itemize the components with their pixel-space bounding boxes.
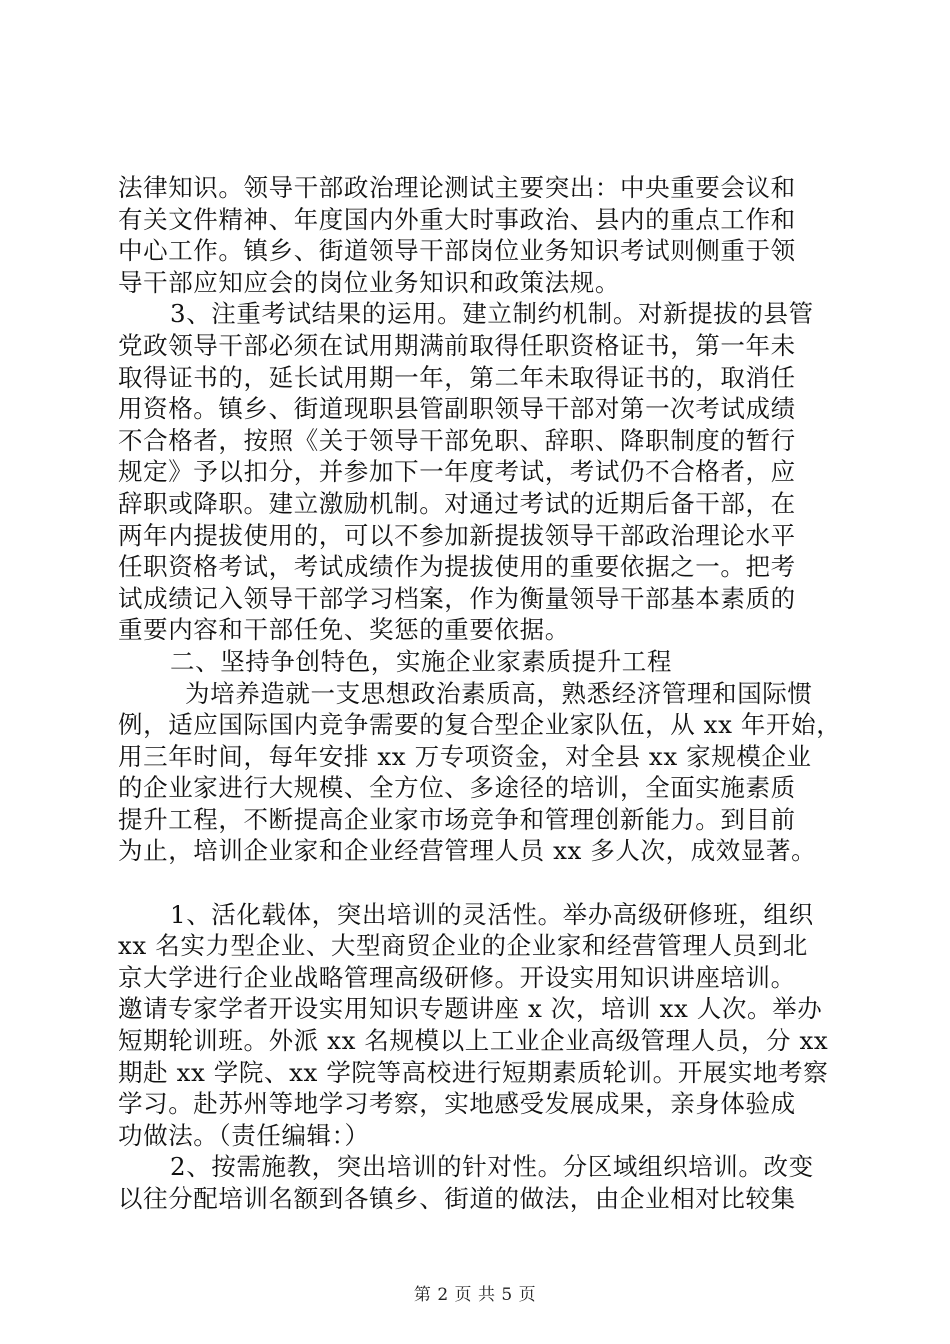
text-line: 以往分配培训名额到各镇乡、街道的做法，由企业相对比较集 [118,1184,796,1213]
text-line: 不合格者，按照《关于领导干部免职、辞职、降职制度的暂行 [118,425,796,455]
text-line: 期赴 xx 学院、xx 学院等高校进行短期素质轮训。开展实地考察 [118,1057,829,1087]
text-line: 提升工程，不断提高企业家市场竞争和管理创新能力。到目前 [118,804,796,834]
text-line: 功做法。（责任编辑：） [118,1120,370,1150]
text-line: 试成绩记入领导干部学习档案，作为衡量领导干部基本素质的 [118,583,796,613]
text-line: 为止，培训企业家和企业经营管理人员 xx 多人次，成效显著。 [118,836,817,866]
text-line: 京大学进行企业战略管理高级研修。开设实用知识讲座培训。 [118,962,796,992]
document-body [118,172,842,1215]
text-line: 法律知识。领导干部政治理论测试主要突出：中央重要会议和 [118,173,796,202]
text-line: 党政领导干部必须在试用期满前取得任职资格证书，第一年未 [118,330,796,360]
text-line: 3、注重考试结果的运用。建立制约机制。对新提拔的县管 [170,299,814,329]
text-line: 导干部应知应会的岗位业务知识和政策法规。 [118,267,620,297]
text-line: 有关文件精神、年度国内外重大时事政治、县内的重点工作和 [118,204,796,234]
text-line: 两年内提拔使用的，可以不参加新提拔领导干部政治理论水平 [118,520,796,550]
text-line: 中心工作。镇乡、街道领导干部岗位业务知识考试则侧重于领 [118,236,796,266]
text-line: 取得证书的，延长试用期一年，第二年未取得证书的，取消任 [118,362,796,392]
text-line: 短期轮训班。外派 xx 名规模以上工业企业高级管理人员，分 xx [118,1026,829,1056]
text-line: 任职资格考试，考试成绩作为提拔使用的重要依据之一。把考 [118,552,796,582]
text-line: 为培养造就一支思想政治素质高，熟悉经济管理和国际惯 [185,678,813,708]
text-line: 用三年时间，每年安排 xx 万专项资金，对全县 xx 家规模企业 [118,741,812,771]
page-footer: 第 2 页 共 5 页 [413,1285,537,1305]
text-line: 例，适应国际国内竞争需要的复合型企业家队伍，从 xx 年开始， [118,710,842,740]
text-line: 辞职或降职。建立激励机制。对通过考试的近期后备干部，在 [118,488,796,518]
text-line: 二、坚持争创特色，实施企业家素质提升工程 [170,646,672,676]
text-line: xx 名实力型企业、大型商贸企业的企业家和经营管理人员到北 [118,931,808,961]
text-line: 1、活化载体，突出培训的灵活性。举办高级研修班，组织 [170,899,814,929]
text-line: 2、按需施教，突出培训的针对性。分区域组织培训。改变 [170,1152,814,1182]
text-line: 邀请专家学者开设实用知识专题讲座 x 次，培训 xx 人次。举办 [118,994,823,1024]
text-line: 学习。赴苏州等地学习考察，实地感受发展成果，亲身体验成 [118,1089,796,1119]
text-line: 重要内容和干部任免、奖惩的重要依据。 [118,615,570,645]
blank-line [118,867,834,899]
text-line: 的企业家进行大规模、全方位、多途径的培训，全面实施素质 [118,773,796,803]
text-line: 规定》予以扣分，并参加下一年度考试，考试仍不合格者，应 [118,457,796,487]
text-line: 用资格。镇乡、街道现职县管副职领导干部对第一次考试成绩 [118,394,796,424]
